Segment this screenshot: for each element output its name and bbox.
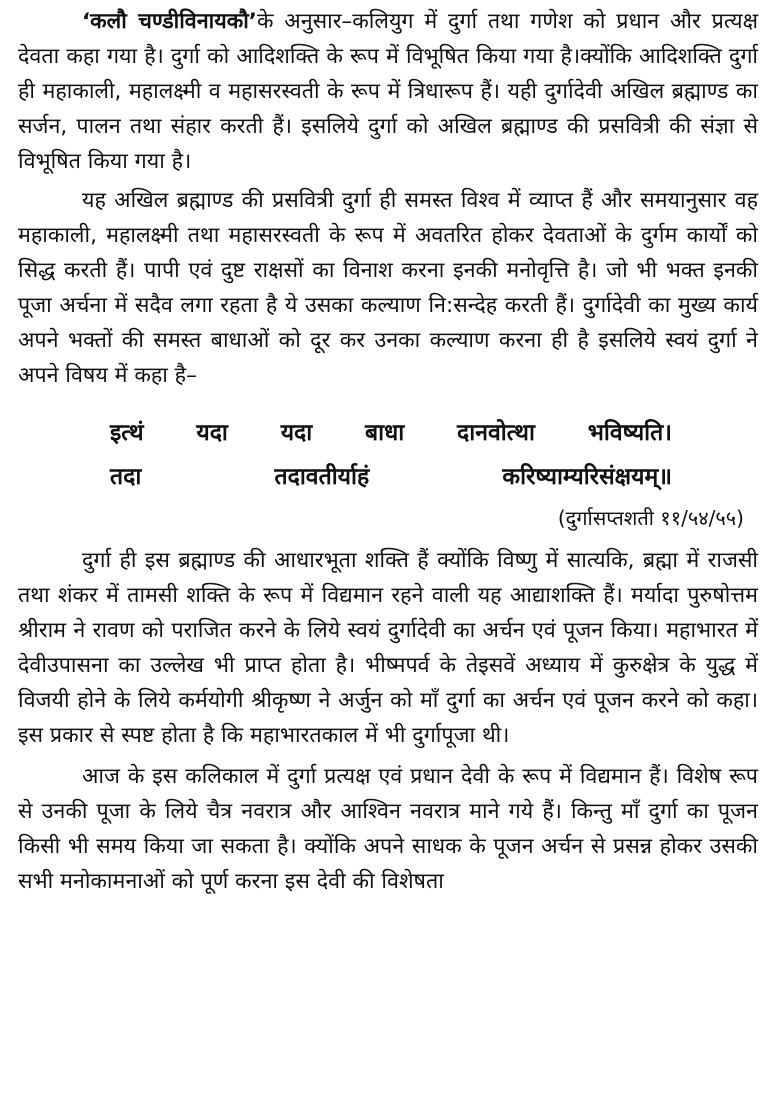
verse-word: यदा (196, 420, 228, 446)
paragraph-4: आज के इस कलिकाल में दुर्गा प्रत्यक्ष एवं प्रधान देवी के रूप में विद्यमान हैं। विशेष रूप से उनकी पूजा के लिये चैत्र नवरात्र और आश्विन नवरात्र माने गये हैं। किन्तु माँ दुर्गा का पूजन किसी भी समय किया जा सकता है। क्योंकि अपने साधक के पूजन अर्चन से प्रसन्न होकर उसकी सभी मनोकामनाओं को पूर्ण करना इस देवी की विशेषता (18, 764, 758, 894)
paragraph-3: दुर्गा ही इस ब्रह्माण्ड की आधारभूता शक्ति हैं क्योंकि विष्णु में सात्यकि, ब्रह्मा में राजसी तथा शंकर में तामसी शक्ति के रूप में विद्यमान रहने वाली यह आद्याशक्ति हैं। मर्यादा पुरुषोत्तम श्रीराम ने रावण को पराजित करने के लिये स्वयं दुर्गादेवी का अर्चन एवं पूजन किया। महाभारत में देवीउपासना का उल्लेख भी प्राप्त होता है। भीष्मपर्व के तेइसवें अध्याय में कुरुक्षेत्र के युद्ध में विजयी होने के लिये कर्मयोगी श्रीकृष्ण ने अर्जुन को माँ दुर्गा का अर्चन एवं पूजन करने को कहा। इस प्रकार से स्पष्ट होता है कि महाभारतकाल में भी दुर्गापूजा थी। (18, 548, 758, 748)
verse-word: भविष्यति। (587, 420, 672, 446)
paragraph-1-text: के अनुसार–कलियुग में दुर्गा तथा गणेश को प्रधान और प्रत्यक्ष देवता कहा गया है। दुर्गा को आदिशक्ति के रूप में विभूषित किया गया है।क्योंकि आदिशक्ति दुर्गा ही महाकाली, महालक्ष्मी व महासरस्वती के रूप में त्रिधारूप हैं। यही दुर्गादेवी अखिल ब्रह्माण्ड का सर्जन, पालन तथा संहार करती हैं। इसलिये दुर्गा को अखिल ब्रह्माण्ड की प्रसवित्री की संज्ञा से विभूषित किया गया है। (18, 9, 758, 174)
sanskrit-verse (18, 411, 758, 535)
verse-line-1 (18, 411, 758, 455)
verse-word: बाधा (365, 420, 405, 446)
verse-word: तदावतीर्याहं (274, 464, 370, 490)
verse-reference: (दुर्गासप्तशती ११/५४/५५) (557, 506, 744, 530)
verse-word: तदा (110, 464, 142, 490)
verse-word: करिष्याम्यरिसंक्षयम्॥ (502, 464, 672, 490)
paragraph-1 (18, 4, 758, 179)
quoted-phrase: ‘कलौ चण्डीविनायकौ’ (82, 9, 257, 34)
verse-word: दानवोत्था (457, 420, 535, 446)
verse-word: इत्थं (110, 420, 144, 446)
paragraph-2: यह अखिल ब्रह्माण्ड की प्रसवित्री दुर्गा ही समस्त विश्व में व्याप्त हैं और समयानुसार वह महाकाली, महालक्ष्मी तथा महासरस्वती के रूप में अवतरित होकर देवताओं के दुर्गम कार्यों को सिद्ध करती हैं। पापी एवं दुष्ट राक्षसों का विनाश करना इनकी मनोवृत्ति है। जो भी भक्त इनकी पूजा अर्चना में सदैव लगा रहता है ये उसका कल्याण नि:सन्देह करती हैं। दुर्गादेवी का मुख्य कार्य अपने भक्तों की समस्त बाधाओं को दूर कर उनका कल्याण करना ही है इसलिये स्वयं दुर्गा ने अपने विषय में कहा है– (18, 188, 758, 388)
verse-word: यदा (280, 420, 313, 446)
verse-line-2 (18, 455, 758, 499)
